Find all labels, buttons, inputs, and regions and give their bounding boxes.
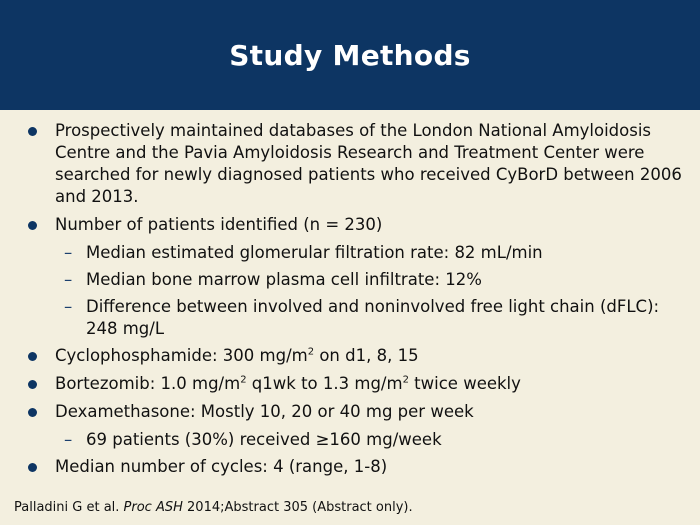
sub-bullet-text: 69 patients (30%) received ≥160 mg/week (86, 430, 442, 449)
sub-bullet-text: Median bone marrow plasma cell infiltrate: 12% (86, 270, 482, 289)
bullet-cycles (0, 456, 700, 478)
dash-icon: – (64, 243, 73, 262)
bullet-dot-icon (28, 127, 37, 136)
citation-rest: 2014;Abstract 305 (Abstract only). (182, 500, 413, 515)
slide-title: Study Methods (229, 38, 471, 72)
bullet-databases (0, 120, 700, 208)
bullet-dot-icon (28, 380, 37, 389)
dash-icon: – (64, 270, 73, 289)
sub-bullet-gfr (0, 242, 700, 264)
bullet-text-part: twice weekly (408, 374, 521, 393)
citation-author: Palladini G et al. (14, 500, 124, 515)
sub-bullet-high-dose (0, 429, 700, 451)
superscript: 2 (402, 374, 409, 386)
bullet-text: Number of patients identified (n = 230) (55, 215, 383, 234)
bullet-dexamethasone (0, 401, 700, 423)
slide-body (0, 120, 700, 484)
bullet-text-part: Bortezomib: 1.0 mg/m (55, 374, 241, 393)
bullet-dot-icon (28, 463, 37, 472)
bullet-dot-icon (28, 408, 37, 417)
bullet-patients (0, 214, 700, 236)
sub-bullet-dflc (0, 296, 700, 340)
bullet-text-part: Cyclophosphamide: 300 mg/m (55, 346, 308, 365)
dash-icon: – (64, 297, 73, 316)
sub-bullet-text: Median estimated glomerular filtration rate: 82 mL/min (86, 243, 543, 262)
title-bar (0, 0, 700, 110)
citation-journal: Proc ASH (123, 500, 183, 515)
bullet-cyclophosphamide (0, 345, 700, 367)
bullet-text: Prospectively maintained databases of the London National Amyloidosis Centre and the Pavia Amyloidosis Research and Treatment Center were searched for newly diagnosed patients who received CyBorD between 2006 and 2013. (55, 121, 682, 206)
bullet-dot-icon (28, 352, 37, 361)
bullet-dot-icon (28, 221, 37, 230)
sub-bullet-marrow (0, 269, 700, 291)
sub-bullet-text: Difference between involved and noninvolved free light chain (dFLC): 248 mg/L (86, 297, 660, 338)
bullet-text: Dexamethasone: Mostly 10, 20 or 40 mg per week (55, 402, 474, 421)
dash-icon: – (64, 430, 73, 449)
superscript: 2 (240, 374, 247, 386)
bullet-bortezomib (0, 373, 700, 395)
bullet-text: Median number of cycles: 4 (range, 1-8) (55, 457, 388, 476)
superscript: 2 (307, 346, 315, 358)
bullet-text-part: on d1, 8, 15 (314, 346, 419, 365)
citation-footer (14, 500, 413, 515)
bullet-text-part: q1wk to 1.3 mg/m (246, 374, 403, 393)
